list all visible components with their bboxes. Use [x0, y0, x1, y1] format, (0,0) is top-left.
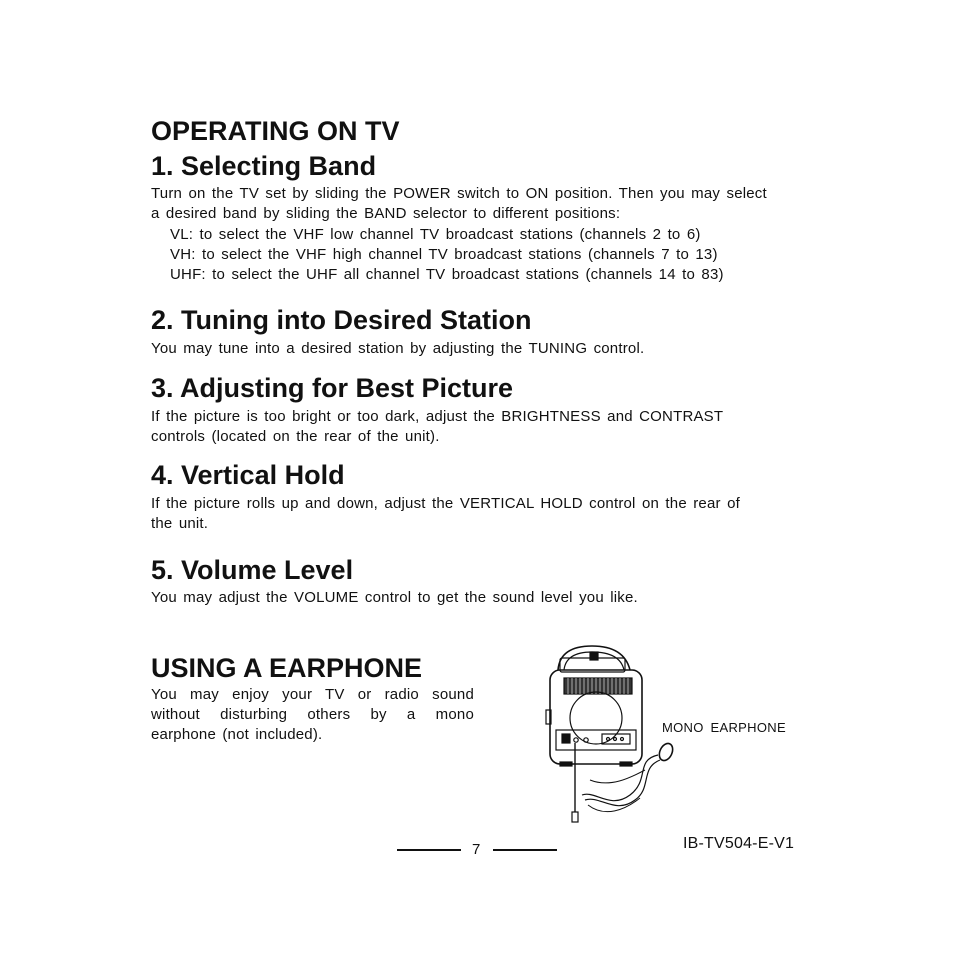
tv-earphone-illustration	[540, 640, 680, 825]
section-2-text-line-1: You may tune into a desired station by adjusting the TUNING control.	[151, 340, 645, 357]
band-item-vl: VL: to select the VHF low channel TV broadcast stations (channels 2 to 6)	[170, 226, 701, 243]
section-1-heading: 1. Selecting Band	[151, 151, 377, 181]
document-code: IB-TV504-E-V1	[683, 835, 795, 852]
section-5-heading: 5. Volume Level	[151, 555, 354, 585]
section-3-text-line-1: If the picture is too bright or too dark, adjust the BRIGHTNESS and CONTRAST	[151, 408, 724, 425]
section-3-text-line-2: controls (located on the rear of the unit).	[151, 428, 440, 445]
earphone-heading: USING A EARPHONE	[151, 653, 423, 683]
section-5-text-line-1: You may adjust the VOLUME control to get the sound level you like.	[151, 589, 638, 606]
earphone-text-line-2: without disturbing others by a mono	[151, 706, 474, 723]
section-4-text-line-2: the unit.	[151, 515, 209, 532]
footer-rule-left	[397, 849, 461, 851]
mono-earphone-label: MONO EARPHONE	[662, 720, 786, 735]
section-4-heading: 4. Vertical Hold	[151, 460, 345, 490]
section-1-text-line-2: a desired band by sliding the BAND selector to different positions:	[151, 205, 621, 222]
earphone-text-line-1: You may enjoy your TV or radio sound	[151, 686, 474, 703]
section-3-heading: 3. Adjusting for Best Picture	[151, 373, 514, 403]
earphone-text-line-3: earphone (not included).	[151, 726, 323, 743]
section-4-text-line-1: If the picture rolls up and down, adjust the VERTICAL HOLD control on the rear of	[151, 495, 740, 512]
section-1-text-line-1: Turn on the TV set by sliding the POWER switch to ON position. Then you may select	[151, 185, 767, 202]
page-number: 7	[472, 841, 481, 858]
band-item-vh: VH: to select the VHF high channel TV broadcast stations (channels 7 to 13)	[170, 246, 718, 263]
band-item-uhf: UHF: to select the UHF all channel TV broadcast stations (channels 14 to 83)	[170, 266, 724, 283]
footer-rule-right	[493, 849, 557, 851]
page-title: OPERATING ON TV	[151, 116, 400, 146]
section-2-heading: 2. Tuning into Desired Station	[151, 305, 532, 335]
